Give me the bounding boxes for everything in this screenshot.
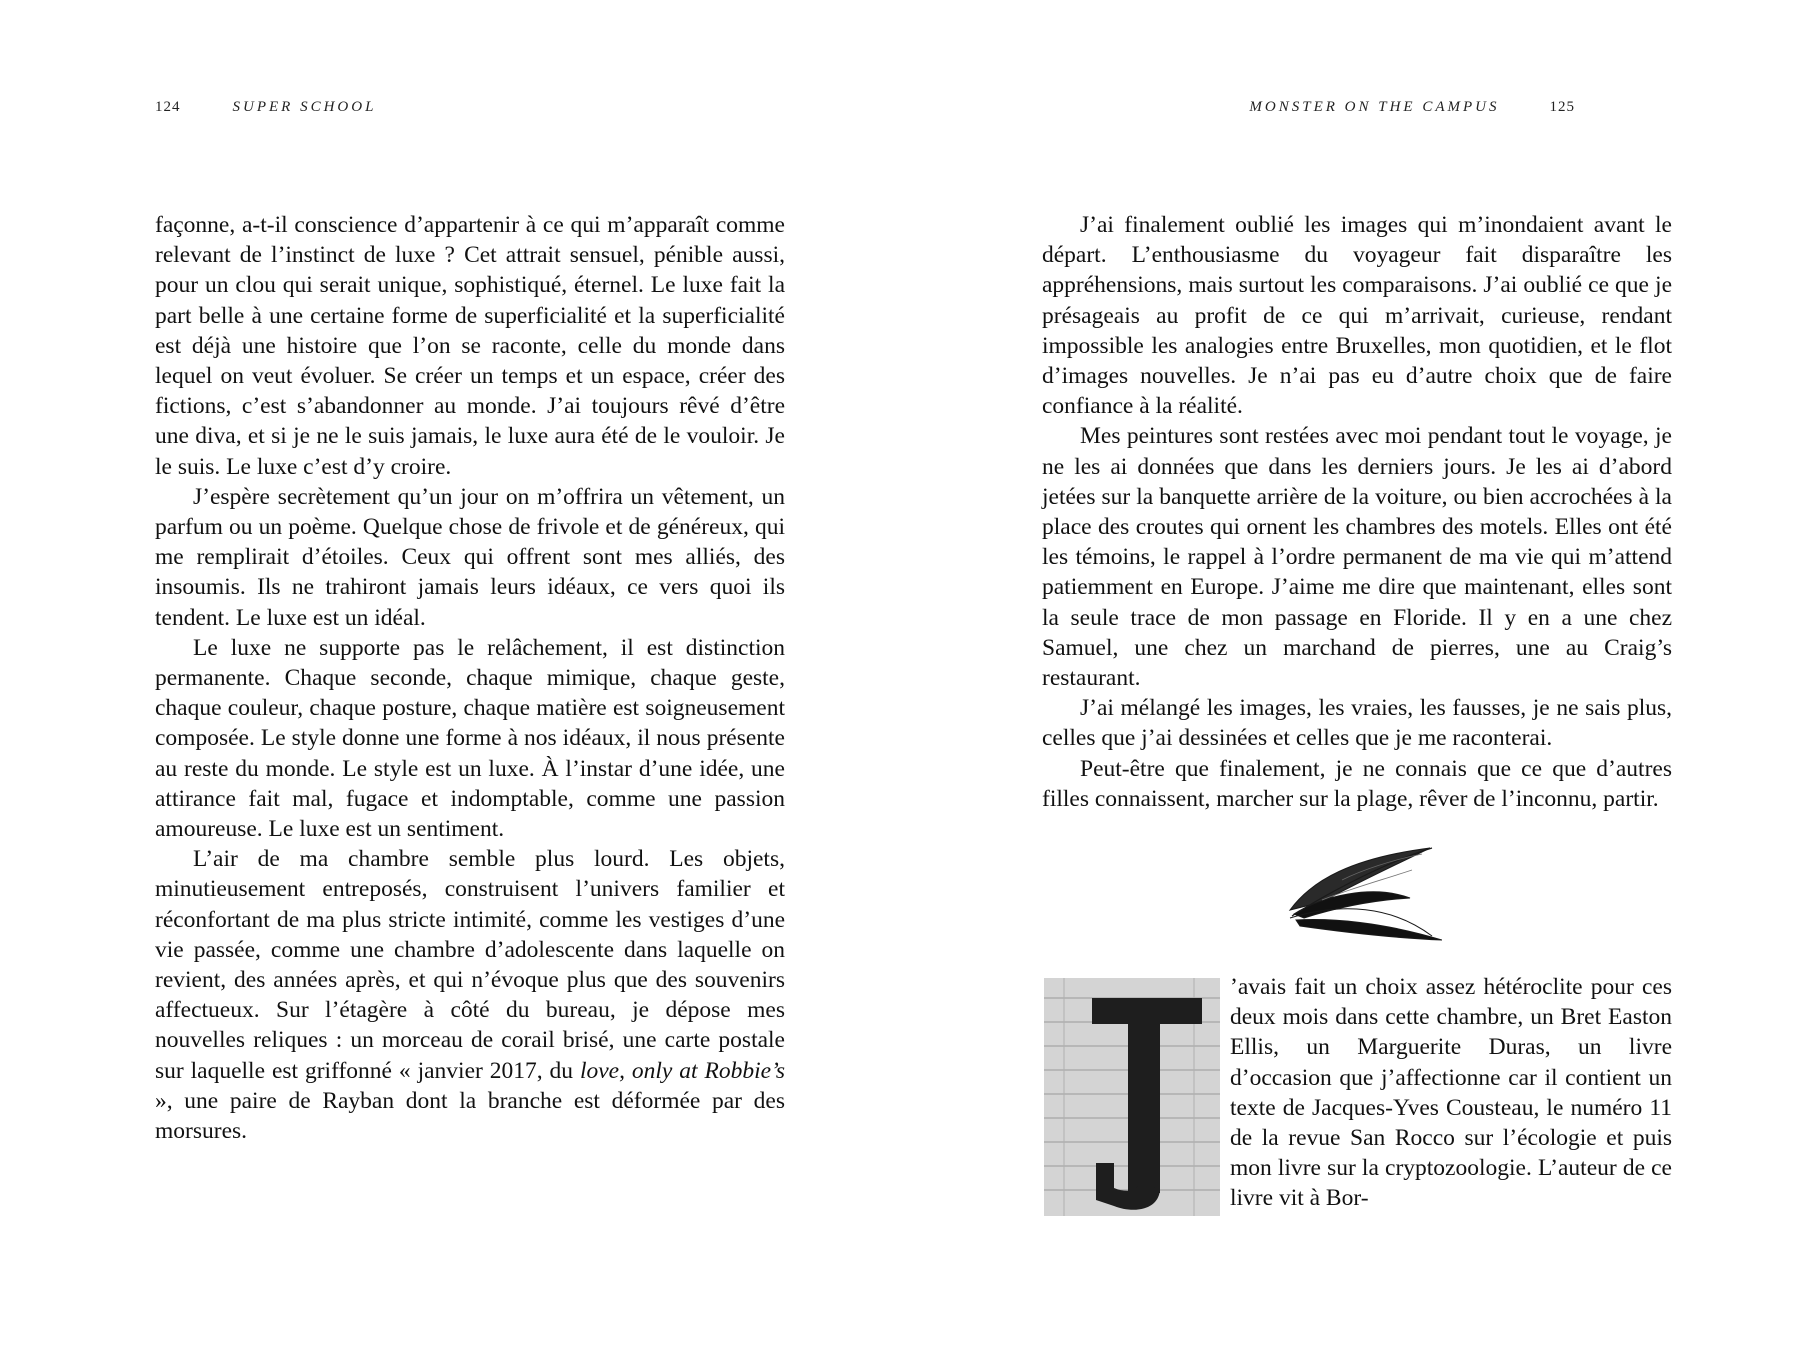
left-body-text <box>155 210 785 1146</box>
left-page-number: 124 <box>155 99 181 115</box>
right-paragraph-3: J’ai mélangé les images, les vraies, les fausses, je ne sais plus, celles que j’ai dessinées et celles que je me raconterai. <box>1042 695 1672 752</box>
right-paragraph-2: Mes peintures sont restées avec moi pendant tout le voyage, je ne les ai données que dans les derniers jours. Je les ai d’abord jetées sur la banquette arrière de la voiture, ou bien accrochées à la place des croutes qui ornent les chambres des motels. Elles ont été les témoins, le rappel à l’ordre permanent de ma vie qui m’attend patiemment en Europe. J’aime me dire que maintenant, elles sont la seule trace de mon passage en Floride. Il y en a une chez Samuel, une chez un marchand de pierres, une au Craig’s restaurant. <box>1042 423 1672 692</box>
left-paragraph-4 <box>155 844 785 1146</box>
dropcap-paragraph <box>1230 972 1672 1214</box>
dropcap-letter-image <box>1044 978 1220 1216</box>
dropcap-paragraph-text: ’avais fait un choix assez hétéroclite pour ces deux mois dans cette chambre, un Bret Easton Ellis, un Marguerite Duras, un livre d’occasion que j’affectionne car il contient un texte de Jacques-Yves Cousteau, le numéro 11 de la revue San Rocco sur l’écologie et puis mon livre sur la cryptozoologie. L’auteur de ce livre vit à Bor- <box>1230 974 1672 1212</box>
right-running-head <box>1000 99 1575 116</box>
left-paragraph-2: J’espère secrètement qu’un jour on m’offrira un vêtement, un parfum ou un poème. Quelque chose de frivole et de généreux, qui me remplirait d’étoiles. Ceux qui offrent sont mes alliés, des insoumis. Ils ne trahiront jamais leurs idéaux, ce vers quoi ils tendent. Le luxe est un idéal. <box>155 483 785 631</box>
right-body-text <box>1042 210 1672 814</box>
left-paragraph-4-italic: love, only at Robbie’s <box>579 1057 785 1084</box>
right-paragraph-1: J’ai finalement oublié les images qui m’inondaient avant le départ. L’enthousiasme du voyageur fait disparaître les appréhensions, mais surtout les comparaisons. J’ai oublié ce que je présageais au profit de ce qui m’arrivait, curieuse, rendant impossible les analogies entre Bruxelles, mon quotidien, et le flot d’images nouvelles. Je n’ai pas eu d’autre choix que de faire confiance à la réalité. <box>1042 212 1672 420</box>
left-paragraph-4-tail: », une paire de Rayban dont la branche est déformée par des morsures. <box>155 1087 785 1145</box>
right-paragraph-4: Peut-être que finalement, je ne connais que ce que d’autres filles connaissent, marcher sur la plage, rêver de l’inconnu, partir. <box>1042 755 1672 812</box>
dropcap-wood-texture <box>1044 978 1220 1216</box>
right-page-number: 125 <box>1549 99 1575 115</box>
left-running-title: SUPER SCHOOL <box>232 99 377 115</box>
right-running-title: MONSTER ON THE CAMPUS <box>1249 99 1500 115</box>
left-paragraph-3: Le luxe ne supporte pas le relâchement, il est distinction permanente. Chaque seconde, chaque mimique, chaque geste, chaque couleur, chaque posture, chaque matière est soigneusement composée. Le style donne une forme à nos idéaux, il nous présente au reste du monde. Le style est un luxe. À l’instar d’une idée, une attirance fait mal, fugace et indomptable, comme une passion amoureuse. Le luxe est un sentiment. <box>155 634 785 843</box>
left-paragraph-4-main: L’air de ma chambre semble plus lourd. Les objets, minutieusement entreposés, construisent l’univers familier et réconfortant de ma plus stricte intimité, comme les vestiges d’une vie passée, comme une chambre d’adolescente dans laquelle on revient, des années après, et qui n’évoque plus que des souvenirs affectueux. Sur l’étagère à côté du bureau, je dépose mes nouvelles reliques : un morceau de corail brisé, une carte postale sur laquelle est griffonné « janvier 2017, du <box>155 846 785 1084</box>
left-running-head <box>155 99 376 116</box>
right-page <box>900 0 1800 1347</box>
left-paragraph-1: façonne, a-t-il conscience d’appartenir à ce qui m’apparaît comme relevant de l’instinct de luxe ? Cet attrait sensuel, pénible aussi, pour un clou qui serait unique, sophistiqué, éternel. Le luxe fait la part belle à une certaine forme de superficialité et la superficialité est déjà une histoire que l’on se raconte, celle du monde dans lequel on veut évoluer. Se créer un temps et un espace, créer des fictions, c’est s’abandonner au monde. J’ai toujours rêvé d’être une diva, et si je ne le suis jamais, le luxe aura été de le vouloir. Je le suis. Le luxe c’est d’y croire. <box>155 212 785 480</box>
feather-ornament-icon <box>1282 840 1442 944</box>
